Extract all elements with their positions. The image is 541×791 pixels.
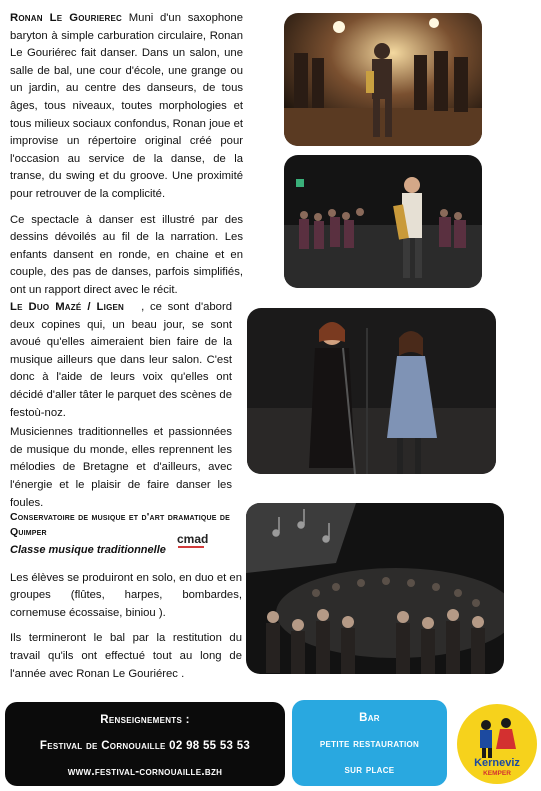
duo-paragraph-2: Musiciennes traditionnelles et passionnées de musique du monde, elles reprennent les mélodies de Bretagne et d'ailleurs, avec l'énergie et le plaisir de faire danser les foules. [10,426,232,509]
ronan-text-1: Muni d'un saxophone baryton à simple carburation circulaire, Ronan Le Gouriérec fait danser. Dans un salon, une salle de bal, une cour d'école, une grange ou un jardin, au centre des danseurs, de tous âges, tous niveaux, toutes morphologies et tous milieux sociaux confondus, Ronan joue et improvise un répertoire original créé pour l'occasion au service de la danse, de la transe, du swing et du groove. Une proximité pour retrouver de la complicité. [10,12,243,200]
photo-ronan-dance-floor [284,13,482,146]
ronan-name: Ronan Le Gourierec [10,12,123,24]
photo-conservatoire-dance [246,503,504,674]
info-phone: Festival de Cornouaille 02 98 55 53 53 [39,740,251,752]
section-ronan-text [10,10,243,308]
kerneviz-city: KEMPER [483,770,511,777]
bar-box [292,700,447,786]
duo-paragraph-1 [10,299,232,422]
conservatoire-subtitle: Classe musique traditionnelle [10,544,166,556]
kerneviz-badge [456,703,538,785]
conservatoire-paragraph-1: Les élèves se produiront en solo, en duo et en groupes (flûtes, harpes, bombardes, cornemuse écossaise, biniou ). [10,571,242,619]
section-duo-text [10,299,232,520]
info-website-link[interactable]: www.festival-cornouaille.bzh [67,766,223,778]
svg-text:cmad: cmad [177,532,208,546]
bar-food-label: petite restauration [319,738,420,750]
conservatoire-paragraph-2: Ils termineront le bal par la restitution du travail qu'ils ont effectué tout au long de l'année avec Ronan Le Gouriérec . [10,632,242,680]
duo-name: Le Duo Mazé / Ligen [10,301,125,313]
cmad-logo [176,530,208,552]
bar-heading: Bar [359,712,380,724]
ronan-paragraph-1 [10,10,243,204]
photo-ronan-hall [284,155,482,288]
conservatoire-title: Conservatoire de musique et d'art dramatique de Quimper [10,511,230,538]
ronan-paragraph-2: Ce spectacle à danser est illustré par des dessins dévoilés au fil de la narration. Les enfants dansent en ronde, en chaine et en couple, des pas de danses, parfois simplifiés, ont un rapport direct avec le récit. [10,213,243,296]
kerneviz-name: Kerneviz [474,757,520,769]
info-heading: Renseignements : [100,714,190,726]
duo-text-1: , ce sont d'abord deux copines qui, un beau jour, se sont avoué qu'elles aimeraient bien faire de la musique ailleurs que dans leur salon. C'est donc à l'aide de leurs voix qu'elles ont décidé d'aller tâter le parquet des scènes de festoù-noz. [10,301,232,419]
info-box [5,702,285,786]
bar-on-site-label: sur place [344,764,395,776]
photo-duo-singers [247,308,496,474]
